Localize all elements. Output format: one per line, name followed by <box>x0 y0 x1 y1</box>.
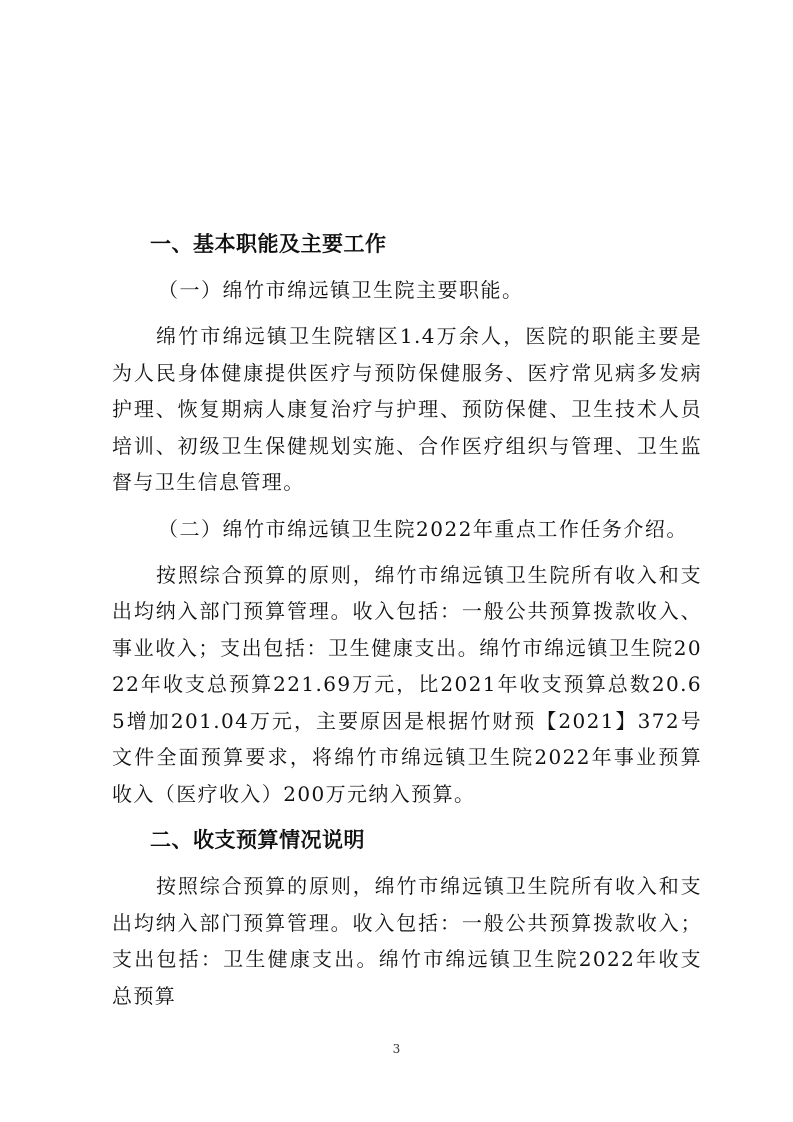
section-heading-budget-explanation: 二、收支预算情况说明 <box>150 828 365 852</box>
page-number: 3 <box>392 1042 401 1056</box>
subheading-main-functions: （一）绵竹市绵远镇卫生院主要职能。 <box>158 278 524 302</box>
paragraph-functions-description: 绵竹市绵远镇卫生院辖区1.4万余人，医院的职能主要是为人民身体健康提供医疗与预防保健服务、医疗常见病多发病护理、恢复期病人康复治疗与护理、预防保健、卫生技术人员培训、初级卫生保健规划实施、合作医疗组织与管理、卫生监督与卫生信息管理。 <box>112 324 702 494</box>
paragraph-key-tasks-description: 按照综合预算的原则，绵竹市绵远镇卫生院所有收入和支出均纳入部门预算管理。收入包括：一般公共预算拨款收入、事业收入；支出包括：卫生健康支出。绵竹市绵远镇卫生院2022年收支总预算221.69万元，比2021年收支预算总数20.65增加201.04万元，主要原因是根据竹财预【2021】372号文件全面预算要求，将绵竹市绵远镇卫生院2022年事业预算收入（医疗收入）200万元纳入预算。 <box>112 562 702 806</box>
document-body <box>112 226 702 1024</box>
subheading-key-tasks-2022: （二）绵竹市绵远镇卫生院2022年重点工作任务介绍。 <box>158 516 688 541</box>
section-heading-basic-functions: 一、基本职能及主要工作 <box>150 232 387 256</box>
paragraph-budget-description: 按照综合预算的原则，绵竹市绵远镇卫生院所有收入和支出均纳入部门预算管理。收入包括：一般公共预算拨款收入；支出包括：卫生健康支出。绵竹市绵远镇卫生院2022年收支总预算 <box>112 874 702 1008</box>
